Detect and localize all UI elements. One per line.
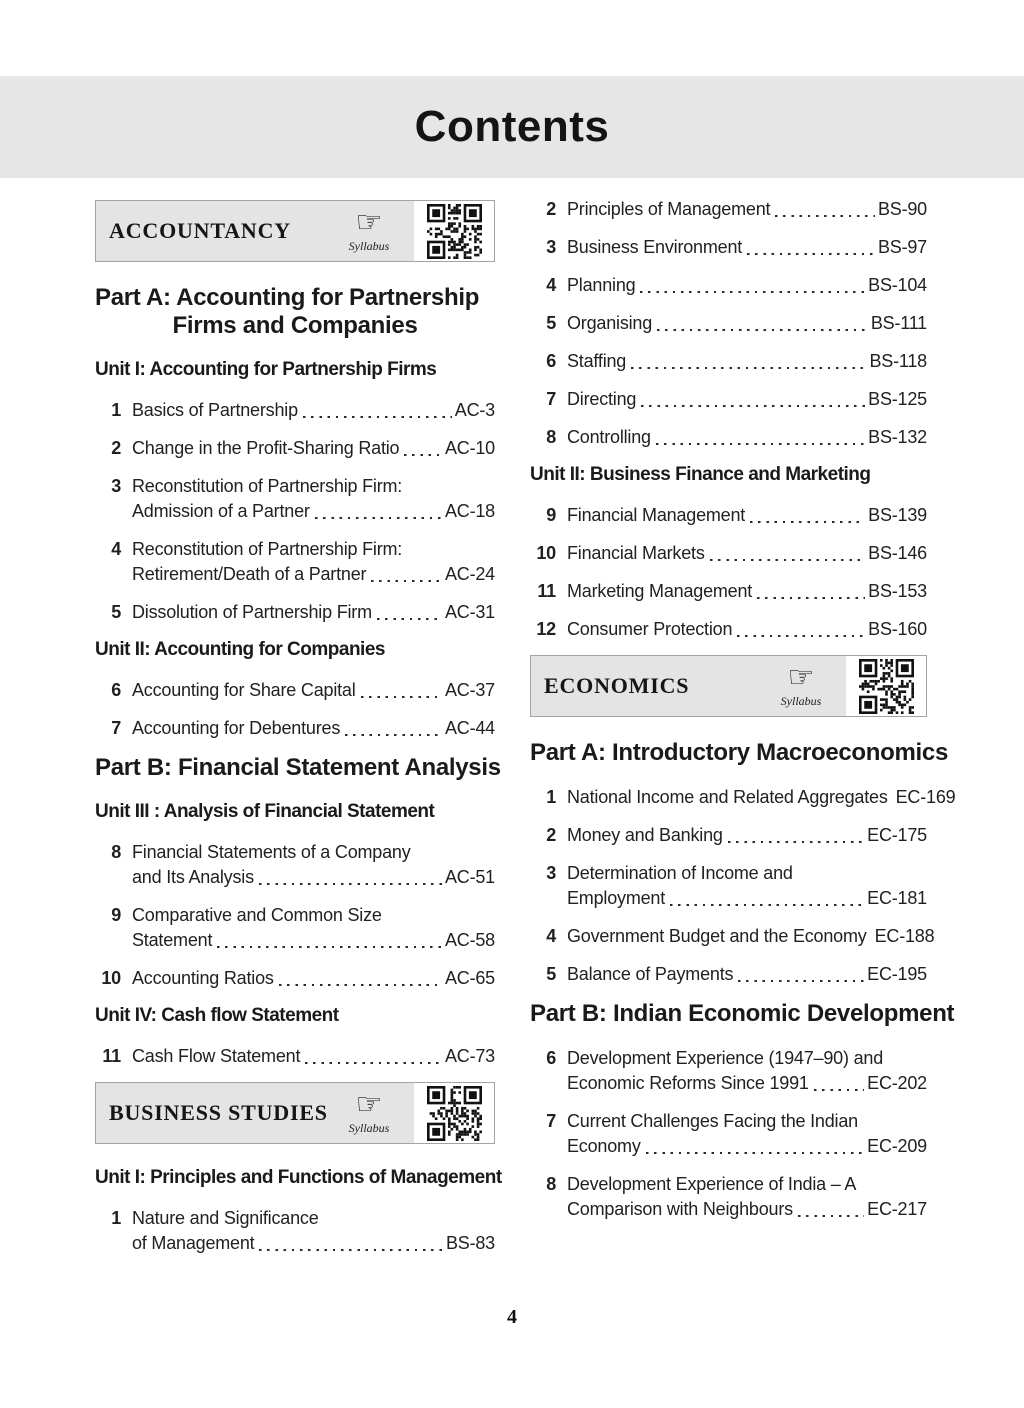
- item-title-line: Current Challenges Facing the Indian: [567, 1111, 858, 1131]
- item-title-line: Determination of Income and: [567, 863, 793, 883]
- item-content: [567, 1046, 927, 1096]
- item-content: [132, 1044, 495, 1069]
- dot-leader: [305, 1062, 442, 1064]
- dot-leader: [303, 416, 452, 418]
- item-number: 6: [111, 680, 121, 700]
- item-number: 7: [546, 389, 556, 409]
- page-reference: EC-181: [867, 888, 927, 908]
- dot-leader: [371, 580, 442, 582]
- page-reference: EC-202: [867, 1073, 927, 1093]
- item-last-line: [567, 1071, 927, 1096]
- item-content: [567, 617, 927, 642]
- dot-leader: [710, 559, 866, 561]
- item-number: 4: [546, 926, 556, 946]
- item-last-line: [132, 1231, 495, 1256]
- part-heading-line: Firms and Companies: [172, 312, 418, 339]
- item-title: Organising: [567, 313, 653, 333]
- item-title: Admission of a Partner: [132, 501, 310, 521]
- item-number: 10: [536, 543, 556, 563]
- item-number: 5: [546, 313, 556, 333]
- dot-leader: [641, 405, 865, 407]
- item-title: Retirement/Death of a Partner: [132, 564, 367, 584]
- item-number: 2: [111, 438, 121, 458]
- page-reference: AC-51: [444, 867, 495, 887]
- item-content: [567, 197, 927, 222]
- item-title: and Its Analysis: [132, 867, 254, 887]
- dot-leader: [757, 597, 865, 599]
- page-reference: AC-3: [454, 400, 495, 420]
- toc-item: [530, 579, 927, 604]
- unit-heading: Unit II: Business Finance and Marketing: [530, 464, 871, 485]
- item-last-line: [567, 349, 927, 374]
- item-content: [132, 966, 495, 991]
- dot-leader: [404, 454, 442, 456]
- dot-leader: [737, 635, 865, 637]
- item-last-line: [567, 311, 927, 336]
- dot-leader: [646, 1152, 865, 1154]
- item-title: National Income and Related Aggregates: [567, 787, 888, 807]
- dot-leader: [640, 291, 865, 293]
- dot-leader: [814, 1089, 864, 1091]
- page-reference: BS-153: [868, 581, 927, 601]
- dot-leader: [670, 904, 864, 906]
- item-content: [567, 924, 935, 949]
- item-last-line: [567, 886, 927, 911]
- item-number: 4: [111, 539, 121, 559]
- item-content: [567, 387, 927, 412]
- toc-item: [530, 235, 927, 260]
- item-title: Basics of Partnership: [132, 400, 298, 420]
- toc-item: [530, 1172, 927, 1222]
- subject-title: ACCOUNTANCY: [109, 218, 291, 243]
- item-title: Change in the Profit-Sharing Ratio: [132, 438, 400, 458]
- page-reference: BS-118: [869, 351, 927, 371]
- page-reference: EC-195: [867, 964, 927, 984]
- toc-item: [95, 398, 495, 423]
- toc-item: [530, 541, 927, 566]
- toc-item: [95, 474, 495, 524]
- page-reference: AC-24: [444, 564, 495, 584]
- page-reference: BS-160: [868, 619, 927, 639]
- page-reference: BS-90: [877, 199, 927, 219]
- item-content: [132, 716, 495, 741]
- item-content: [567, 785, 956, 810]
- part-heading: [530, 739, 949, 767]
- qr-code-image: [427, 1086, 482, 1141]
- item-last-line: [567, 1134, 927, 1159]
- dot-leader: [279, 984, 442, 986]
- item-title: Balance of Payments: [567, 964, 734, 984]
- item-last-line: [567, 541, 927, 566]
- toc-item: [95, 1044, 495, 1069]
- item-title: Controlling: [567, 427, 651, 447]
- toc-item: [530, 349, 927, 374]
- unit-heading: Unit I: Principles and Functions of Management: [95, 1167, 502, 1188]
- dot-leader: [750, 521, 865, 523]
- toc-item: [95, 716, 495, 741]
- pointing-hand-icon: ☞: [787, 660, 815, 695]
- item-number: 11: [537, 581, 556, 601]
- item-last-line: [567, 924, 935, 949]
- item-title: of Management: [132, 1233, 255, 1253]
- item-content: [567, 861, 927, 911]
- item-title-line: Development Experience (1947–90) and: [567, 1048, 884, 1068]
- part-heading: [95, 284, 495, 340]
- item-title: Accounting for Debentures: [132, 718, 341, 738]
- item-content: [567, 1172, 927, 1222]
- toc-item: [530, 425, 927, 450]
- item-number: 10: [101, 968, 121, 988]
- item-last-line: [132, 398, 495, 423]
- toc-item: [530, 924, 935, 949]
- subject-header-business-studies: [95, 1082, 495, 1144]
- item-number: 1: [111, 1208, 121, 1228]
- qr-code-image: [859, 659, 914, 714]
- part-heading-line: Part B: Financial Statement Analysis: [95, 754, 501, 781]
- item-last-line: [132, 600, 495, 625]
- page-reference: AC-44: [444, 718, 495, 738]
- dot-leader: [631, 367, 866, 369]
- item-title-line: Financial Statements of a Company: [132, 842, 411, 862]
- qr-code-image: [427, 204, 482, 259]
- toc-item: [530, 861, 927, 911]
- item-title: Government Budget and the Economy: [567, 926, 867, 946]
- item-last-line: [567, 425, 927, 450]
- item-number: 8: [546, 427, 556, 447]
- item-content: [567, 579, 927, 604]
- toc-item: [95, 537, 495, 587]
- syllabus-label: Syllabus: [780, 694, 822, 708]
- subject-header-accountancy: [95, 200, 495, 262]
- item-title: Accounting Ratios: [132, 968, 274, 988]
- syllabus-label: Syllabus: [348, 1121, 390, 1135]
- item-last-line: [567, 197, 927, 222]
- item-last-line: [132, 716, 495, 741]
- item-number: 3: [546, 863, 556, 883]
- item-last-line: [132, 928, 495, 953]
- dot-leader: [738, 980, 864, 982]
- item-content: [132, 678, 495, 703]
- item-title: Staffing: [567, 351, 627, 371]
- toc-item: [95, 600, 495, 625]
- dot-leader: [747, 253, 875, 255]
- page-reference: BS-132: [868, 427, 927, 447]
- item-number: 11: [102, 1046, 121, 1066]
- item-title: Economic Reforms Since 1991: [567, 1073, 809, 1093]
- item-number: 9: [111, 905, 121, 925]
- page-reference: BS-139: [868, 505, 927, 525]
- item-number: 7: [111, 718, 121, 738]
- item-number: 8: [111, 842, 121, 862]
- item-title: Marketing Management: [567, 581, 753, 601]
- toc-item: [95, 678, 495, 703]
- item-title-line: Comparative and Common Size: [132, 905, 382, 925]
- qr-code: [846, 656, 926, 716]
- toc-item: [530, 962, 927, 987]
- item-content: [567, 311, 927, 336]
- dot-leader: [259, 1249, 442, 1251]
- pointing-hand-icon: ☞: [355, 205, 383, 240]
- item-last-line: [567, 235, 927, 260]
- item-last-line: [132, 678, 495, 703]
- qr-code: [414, 1083, 494, 1143]
- syllabus-label: Syllabus: [348, 239, 390, 253]
- dot-leader: [377, 618, 442, 620]
- item-title: Consumer Protection: [567, 619, 733, 639]
- unit-heading: Unit II: Accounting for Companies: [95, 639, 385, 660]
- item-title-line: Nature and Significance: [132, 1208, 319, 1228]
- dot-leader: [259, 883, 442, 885]
- item-content: [132, 398, 495, 423]
- item-last-line: [567, 617, 927, 642]
- item-title: Dissolution of Partnership Firm: [132, 602, 372, 622]
- item-title: Statement: [132, 930, 213, 950]
- toc-item: [95, 966, 495, 991]
- item-title-line: Development Experience of India – A: [567, 1174, 857, 1194]
- item-last-line: [132, 562, 495, 587]
- item-content: [567, 823, 927, 848]
- page-reference: AC-37: [444, 680, 495, 700]
- item-last-line: [567, 579, 927, 604]
- contents-header-band: [0, 76, 1024, 178]
- item-content: [567, 962, 927, 987]
- dot-leader: [656, 443, 865, 445]
- toc-item: [530, 1109, 927, 1159]
- item-content: [132, 840, 495, 890]
- item-title-line: Reconstitution of Partnership Firm:: [132, 476, 403, 496]
- item-last-line: [567, 962, 927, 987]
- page-reference: BS-146: [868, 543, 927, 563]
- page-reference: AC-31: [444, 602, 495, 622]
- item-title: Financial Markets: [567, 543, 705, 563]
- page-title: Contents: [414, 102, 610, 151]
- item-content: [132, 436, 495, 461]
- item-content: [132, 1206, 495, 1256]
- item-last-line: [132, 966, 495, 991]
- item-title: Cash Flow Statement: [132, 1046, 301, 1066]
- syllabus-group: [336, 1083, 402, 1143]
- item-title: Directing: [567, 389, 637, 409]
- item-number: 5: [546, 964, 556, 984]
- unit-heading: Unit I: Accounting for Partnership Firms: [95, 359, 437, 380]
- item-title-line: Reconstitution of Partnership Firm:: [132, 539, 403, 559]
- item-number: 6: [546, 351, 556, 371]
- toc-column-right: [530, 197, 956, 1235]
- part-heading-line: Part A: Introductory Macroeconomics: [530, 739, 949, 766]
- item-number: 1: [111, 400, 121, 420]
- page-reference: EC-175: [867, 825, 927, 845]
- item-number: 5: [111, 602, 121, 622]
- dot-leader: [798, 1215, 864, 1217]
- item-title: Financial Management: [567, 505, 746, 525]
- item-content: [132, 903, 495, 953]
- item-last-line: [567, 387, 927, 412]
- toc-item: [530, 785, 956, 810]
- item-number: 2: [546, 825, 556, 845]
- toc-item: [530, 273, 927, 298]
- unit-heading: Unit III : Analysis of Financial Statement: [95, 801, 435, 822]
- item-last-line: [132, 1044, 495, 1069]
- syllabus-group: [336, 201, 402, 261]
- subject-title: ECONOMICS: [544, 673, 690, 698]
- dot-leader: [728, 841, 864, 843]
- page-reference: BS-125: [868, 389, 927, 409]
- page-reference: BS-104: [868, 275, 927, 295]
- item-number: 8: [546, 1174, 556, 1194]
- item-number: 12: [536, 619, 556, 639]
- item-content: [567, 235, 927, 260]
- dot-leader: [361, 696, 442, 698]
- dot-leader: [657, 329, 868, 331]
- toc-item: [95, 1206, 495, 1256]
- toc-item: [530, 1046, 927, 1096]
- item-content: [132, 474, 495, 524]
- item-content: [567, 349, 927, 374]
- item-content: [567, 1109, 927, 1159]
- page-reference: AC-10: [444, 438, 495, 458]
- item-last-line: [567, 273, 927, 298]
- item-content: [567, 273, 927, 298]
- syllabus-group: [768, 656, 834, 716]
- dot-leader: [217, 946, 442, 948]
- toc-item: [95, 840, 495, 890]
- item-number: 4: [546, 275, 556, 295]
- page-number: 4: [507, 1306, 517, 1328]
- toc-item: [95, 903, 495, 953]
- toc-item: [530, 503, 927, 528]
- unit-heading: Unit IV: Cash flow Statement: [95, 1005, 339, 1026]
- item-number: 7: [546, 1111, 556, 1131]
- item-number: 9: [546, 505, 556, 525]
- part-heading: [530, 1000, 955, 1028]
- item-last-line: [132, 865, 495, 890]
- item-last-line: [567, 503, 927, 528]
- page-reference: EC-169: [895, 787, 956, 807]
- page-reference: BS-97: [877, 237, 927, 257]
- page-reference: AC-18: [444, 501, 495, 521]
- item-number: 6: [546, 1048, 556, 1068]
- dot-leader: [315, 517, 442, 519]
- item-content: [132, 600, 495, 625]
- item-title: Money and Banking: [567, 825, 723, 845]
- page-reference: EC-217: [867, 1199, 927, 1219]
- item-number: 3: [111, 476, 121, 496]
- item-title: Planning: [567, 275, 636, 295]
- item-number: 3: [546, 237, 556, 257]
- toc-item: [530, 387, 927, 412]
- item-title: Economy: [567, 1136, 641, 1156]
- subject-title: BUSINESS STUDIES: [109, 1100, 328, 1125]
- toc-item: [530, 823, 927, 848]
- part-heading-line: Part A: Accounting for Partnership: [95, 284, 480, 311]
- part-heading-line: Part B: Indian Economic Development: [530, 1000, 955, 1027]
- item-number: 1: [546, 787, 556, 807]
- page-reference: AC-65: [444, 968, 495, 988]
- dot-leader: [775, 215, 875, 217]
- dot-leader: [345, 734, 442, 736]
- item-content: [567, 541, 927, 566]
- page-reference: EC-209: [867, 1136, 927, 1156]
- item-title: Comparison with Neighbours: [567, 1199, 793, 1219]
- item-title: Principles of Management: [567, 199, 771, 219]
- page-reference: AC-58: [444, 930, 495, 950]
- page-reference: BS-111: [870, 313, 927, 333]
- item-last-line: [567, 785, 956, 810]
- item-last-line: [567, 823, 927, 848]
- item-last-line: [132, 436, 495, 461]
- toc-item: [530, 197, 927, 222]
- item-content: [567, 503, 927, 528]
- subject-header-economics: [530, 655, 927, 717]
- item-title: Accounting for Share Capital: [132, 680, 356, 700]
- toc-item: [530, 311, 927, 336]
- qr-code: [414, 201, 494, 261]
- page-reference: EC-188: [874, 926, 935, 946]
- item-last-line: [567, 1197, 927, 1222]
- item-title: Employment: [567, 888, 666, 908]
- part-heading: [95, 754, 501, 782]
- pointing-hand-icon: ☞: [355, 1087, 383, 1122]
- toc-column-left: [95, 200, 502, 1269]
- page-reference: BS-83: [445, 1233, 495, 1253]
- item-last-line: [132, 499, 495, 524]
- item-title: Business Environment: [567, 237, 743, 257]
- item-number: 2: [546, 199, 556, 219]
- toc-item: [95, 436, 495, 461]
- item-content: [567, 425, 927, 450]
- page-reference: AC-73: [444, 1046, 495, 1066]
- toc-item: [530, 617, 927, 642]
- item-content: [132, 537, 495, 587]
